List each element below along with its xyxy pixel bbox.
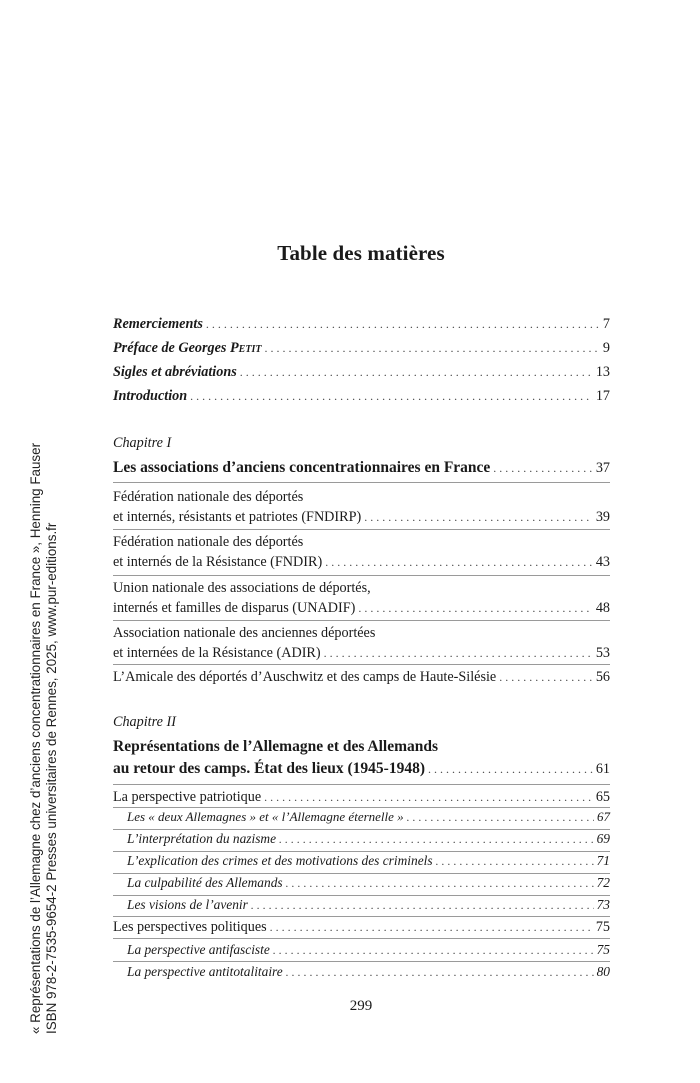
divider <box>113 482 610 483</box>
toc-entry-label: L’explication des crimes et des motivations des criminels <box>127 853 433 868</box>
toc-entry-label: La culpabilité des Allemands <box>127 875 283 890</box>
divider <box>113 575 610 576</box>
toc-entry-page: 53 <box>595 645 610 661</box>
toc-entry-label: Les « deux Allemagnes » et « l’Allemagne éternelle » <box>127 809 404 824</box>
toc-section-politiques[interactable] <box>113 916 610 938</box>
toc-subentry[interactable] <box>127 961 610 983</box>
copyright-side-note <box>28 34 59 1034</box>
dot-leader <box>190 385 593 407</box>
chapter-number: Chapitre II <box>113 714 176 730</box>
toc-subentry[interactable] <box>127 850 610 872</box>
toc-entry-page: 39 <box>595 509 610 525</box>
toc-entry-label: Les visions de l’avenir <box>127 897 248 912</box>
toc-entry-page: 17 <box>595 388 610 404</box>
dot-leader <box>286 872 594 894</box>
dot-leader <box>428 758 593 780</box>
chapter-title-row <box>113 758 610 780</box>
page-title: Table des matières <box>277 241 445 265</box>
toc-entry-page: 7 <box>602 316 610 332</box>
toc-entry-page: 72 <box>596 875 610 890</box>
toc-entry-introduction[interactable] <box>113 385 610 407</box>
chapter-number: Chapitre I <box>113 435 172 451</box>
dot-leader <box>493 457 593 479</box>
toc-entry-page: 61 <box>595 761 610 777</box>
toc-entry-remerciements[interactable] <box>113 313 610 335</box>
side-note-line: ISBN 978-2-7535-9654-2 Presses universitaires de Rennes, 2025, www.pur-editions.fr <box>43 522 59 1034</box>
dot-leader <box>499 666 593 688</box>
toc-entry-label: Sigles et abréviations <box>113 364 237 380</box>
toc-entry-page: 37 <box>595 460 610 476</box>
dot-leader <box>286 961 594 983</box>
toc-entry-page: 71 <box>596 853 610 868</box>
chapter-title-entry[interactable] <box>113 457 610 479</box>
dot-leader <box>264 786 593 808</box>
dot-leader <box>273 939 594 961</box>
toc-entry-label-author: Petit <box>230 340 262 356</box>
toc-entry-line-row <box>113 552 610 572</box>
toc-entry-page: 48 <box>595 600 610 616</box>
toc-subentry[interactable] <box>127 872 610 894</box>
toc-entry-page: 67 <box>597 809 610 824</box>
toc-entry-amicale[interactable] <box>113 666 610 688</box>
toc-entry-line-row <box>113 598 610 618</box>
toc-entry-page: 13 <box>595 364 610 380</box>
toc-entry-fndirp[interactable] <box>113 487 610 527</box>
toc-entry-label: Introduction <box>113 388 188 404</box>
toc-entry-page: 43 <box>595 554 610 570</box>
toc-entry-label: Remerciements <box>113 316 203 332</box>
toc-entry-page: 80 <box>596 964 610 979</box>
toc-entry-fndir[interactable] <box>113 532 610 572</box>
toc-entry-page: 75 <box>595 919 610 935</box>
dot-leader <box>264 337 599 359</box>
toc-entry-preface[interactable] <box>113 337 610 359</box>
chapter-title: Représentations de l’Allemagne et des Allemands <box>113 738 439 755</box>
dot-leader <box>364 507 593 527</box>
dot-leader <box>240 361 593 383</box>
toc-entry-sigles[interactable] <box>113 361 610 383</box>
toc-entry-page: 9 <box>602 340 610 356</box>
divider <box>113 784 610 785</box>
chapter-title: Les associations d’anciens concentrationnaires en France <box>113 459 491 476</box>
dot-leader <box>251 894 594 916</box>
dot-leader <box>206 313 600 335</box>
toc-entry-adir[interactable] <box>113 623 610 663</box>
toc-subentry[interactable] <box>127 894 610 916</box>
toc-entry-unadif[interactable] <box>113 578 610 618</box>
toc-entry-label <box>113 337 261 359</box>
divider <box>113 620 610 621</box>
toc-entry-page: 73 <box>596 897 610 912</box>
dot-leader <box>279 828 594 850</box>
toc-entry-line: Association nationale des anciennes déportées <box>113 625 376 641</box>
chapter-title: au retour des camps. État des lieux (1945-1948) <box>113 760 425 777</box>
toc-subentry[interactable] <box>127 828 610 850</box>
toc-entry-line: et internés de la Résistance (FNDIR) <box>113 554 323 570</box>
divider <box>113 664 610 665</box>
toc-entry-line-row <box>113 507 610 527</box>
toc-entry-line: et internées de la Résistance (ADIR) <box>113 645 321 661</box>
toc-entry-label: La perspective antitotalitaire <box>127 964 283 979</box>
toc-entry-label-main: Préface de Georges <box>113 340 230 356</box>
toc-section-patriotique[interactable] <box>113 786 610 808</box>
dot-leader <box>407 806 594 828</box>
divider <box>113 529 610 530</box>
toc-entry-label: L’interprétation du nazisme <box>127 831 277 846</box>
toc-entry-label: La perspective patriotique <box>113 789 262 805</box>
toc-entry-page: 69 <box>596 831 610 846</box>
toc-entry-page: 65 <box>595 789 610 805</box>
toc-entry-line-row <box>113 643 610 663</box>
chapter-title-entry[interactable] <box>113 736 610 780</box>
dot-leader <box>324 643 593 663</box>
toc-entry-line: internés et familles de disparus (UNADIF) <box>113 600 356 616</box>
toc-entry-line: et internés, résistants et patriotes (FNDIRP) <box>113 509 362 525</box>
toc-entry-line: Fédération nationale des déportés <box>113 534 304 550</box>
toc-entry-line: Union nationale des associations de déportés, <box>113 580 371 596</box>
dot-leader <box>436 850 594 872</box>
toc-entry-page: 75 <box>596 942 610 957</box>
dot-leader <box>270 916 593 938</box>
toc-entry-label: L’Amicale des déportés d’Auschwitz et des camps de Haute-Silésie <box>113 669 497 685</box>
dot-leader <box>325 552 593 572</box>
dot-leader <box>358 598 593 618</box>
side-note-line: « Représentations de l’Allemagne chez d’anciens concentrationnaires en France », Henning Fauser <box>28 442 43 1034</box>
page-number: 299 <box>349 998 373 1014</box>
toc-entry-label: Les perspectives politiques <box>113 919 267 935</box>
toc-entry-page: 56 <box>595 669 610 685</box>
toc-subentry[interactable] <box>127 806 610 828</box>
toc-subentry[interactable] <box>127 939 610 961</box>
toc-entry-line: Fédération nationale des déportés <box>113 489 304 505</box>
toc-entry-label: La perspective antifasciste <box>127 942 270 957</box>
